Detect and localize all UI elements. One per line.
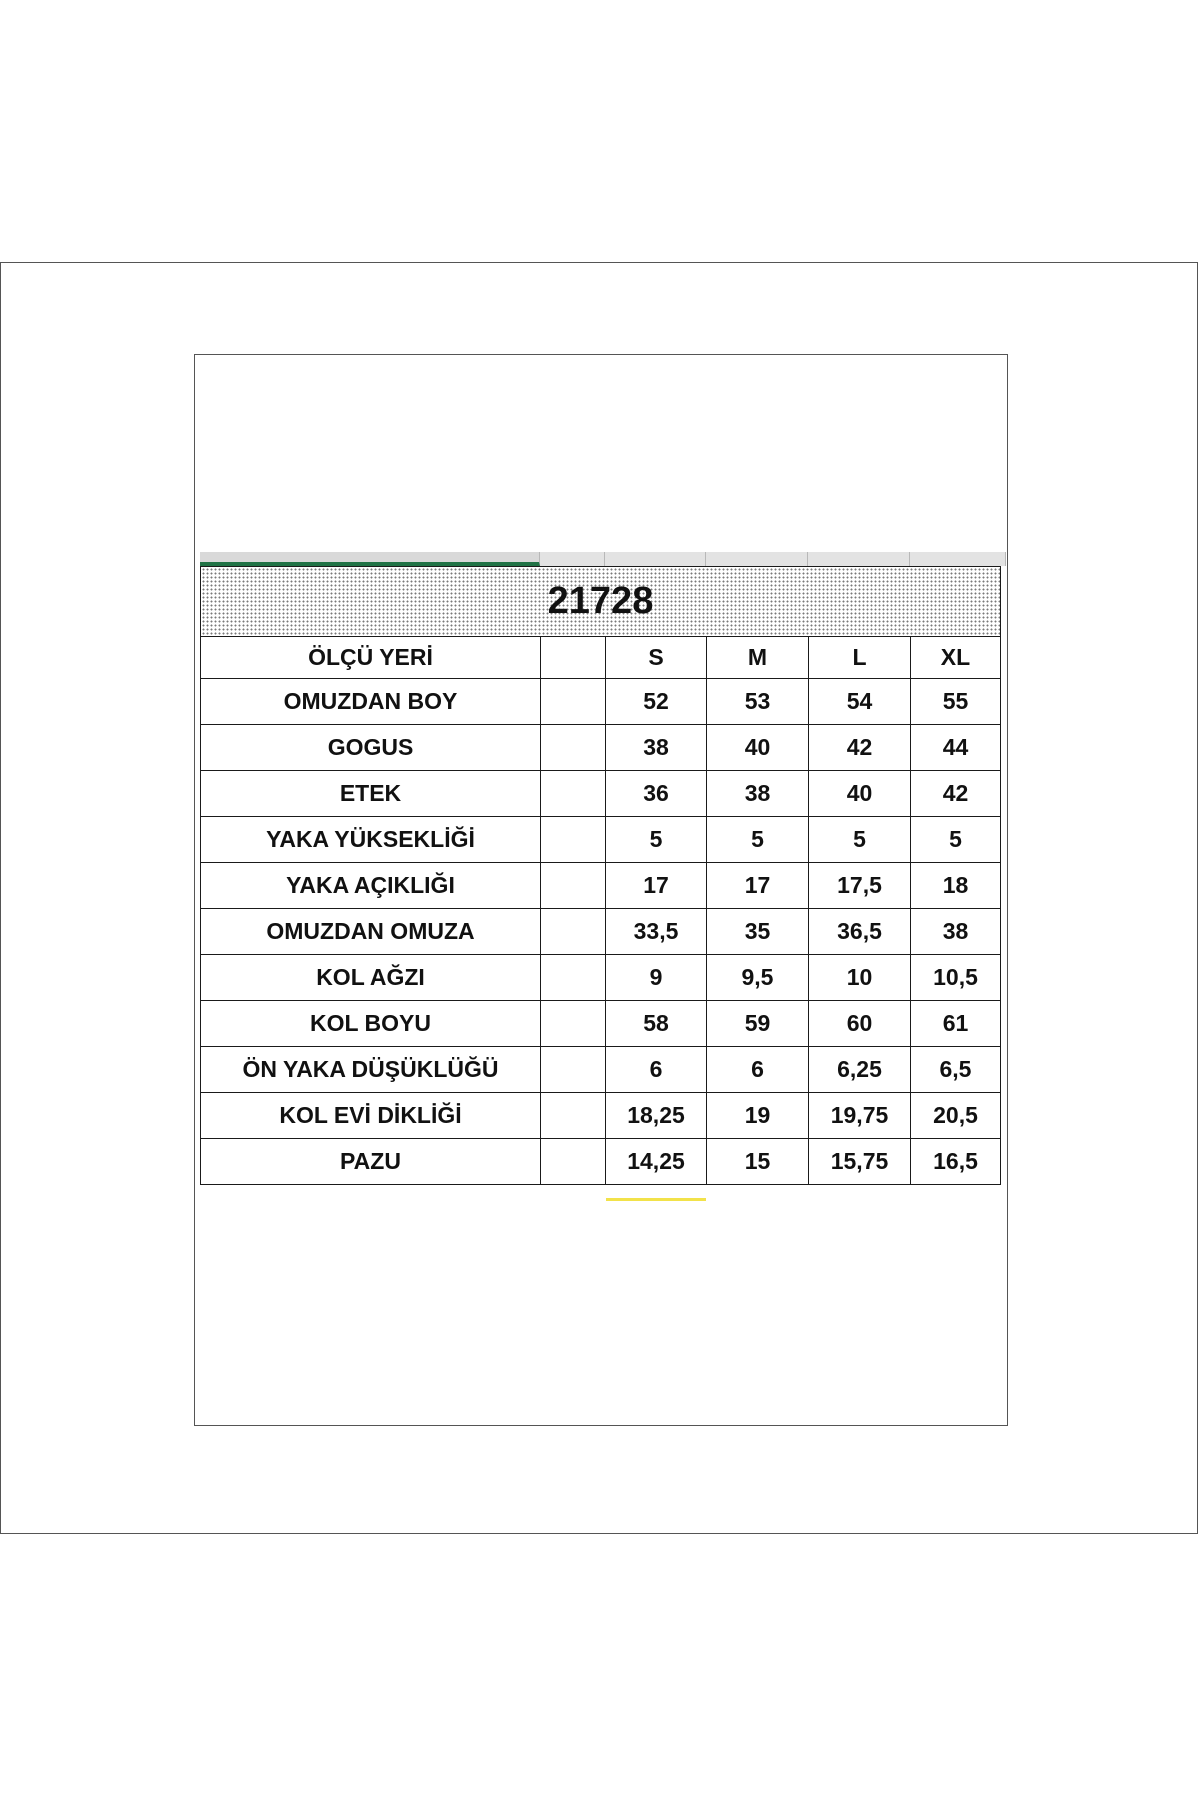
header-label-cell: ÖLÇÜ YERİ xyxy=(201,637,541,679)
measurement-value: 38 xyxy=(606,725,707,771)
measurement-label: ÖN YAKA DÜŞÜKLÜĞÜ xyxy=(201,1047,541,1093)
table-row xyxy=(201,1093,1001,1139)
blank-cell xyxy=(541,863,606,909)
measurement-label: ETEK xyxy=(201,771,541,817)
measurement-label: YAKA AÇIKLIĞI xyxy=(201,863,541,909)
measurement-value: 36 xyxy=(606,771,707,817)
blank-cell xyxy=(541,1001,606,1047)
blank-cell xyxy=(541,1093,606,1139)
measurement-value: 9,5 xyxy=(707,955,809,1001)
header-row xyxy=(201,637,1001,679)
table-row xyxy=(201,1001,1001,1047)
measurement-value: 5 xyxy=(707,817,809,863)
blank-cell xyxy=(541,955,606,1001)
header-size-s: S xyxy=(606,637,707,679)
measurement-value: 14,25 xyxy=(606,1139,707,1185)
measurement-value: 15,75 xyxy=(809,1139,911,1185)
measurement-label: KOL EVİ DİKLİĞİ xyxy=(201,1093,541,1139)
column-header-f[interactable] xyxy=(910,552,1006,566)
cell-highlight-underline xyxy=(606,1198,706,1201)
measurement-value: 36,5 xyxy=(809,909,911,955)
measurement-value: 35 xyxy=(707,909,809,955)
measurement-value: 20,5 xyxy=(911,1093,1001,1139)
measurement-value: 17 xyxy=(606,863,707,909)
model-code-title xyxy=(201,567,1001,637)
measurement-value: 61 xyxy=(911,1001,1001,1047)
blank-cell xyxy=(541,679,606,725)
measurement-value: 19,75 xyxy=(809,1093,911,1139)
measurement-label: PAZU xyxy=(201,1139,541,1185)
table-row xyxy=(201,771,1001,817)
size-chart-table xyxy=(200,566,1001,1185)
header-size-m: M xyxy=(707,637,809,679)
table-row xyxy=(201,1047,1001,1093)
table-row xyxy=(201,1139,1001,1185)
measurement-value: 15 xyxy=(707,1139,809,1185)
column-header-d[interactable] xyxy=(706,552,808,566)
blank-cell xyxy=(541,817,606,863)
measurement-value: 53 xyxy=(707,679,809,725)
measurement-value: 5 xyxy=(606,817,707,863)
measurement-value: 6,25 xyxy=(809,1047,911,1093)
measurement-label: KOL AĞZI xyxy=(201,955,541,1001)
measurement-value: 5 xyxy=(911,817,1001,863)
measurement-value: 10,5 xyxy=(911,955,1001,1001)
measurement-value: 55 xyxy=(911,679,1001,725)
measurement-value: 52 xyxy=(606,679,707,725)
measurement-value: 9 xyxy=(606,955,707,1001)
measurement-value: 40 xyxy=(707,725,809,771)
measurement-value: 16,5 xyxy=(911,1139,1001,1185)
measurement-value: 33,5 xyxy=(606,909,707,955)
header-size-l: L xyxy=(809,637,911,679)
table-row xyxy=(201,955,1001,1001)
column-header-a[interactable] xyxy=(200,552,540,566)
measurement-value: 42 xyxy=(809,725,911,771)
table-row xyxy=(201,863,1001,909)
measurement-value: 6 xyxy=(606,1047,707,1093)
measurement-label: YAKA YÜKSEKLİĞİ xyxy=(201,817,541,863)
blank-cell xyxy=(541,1047,606,1093)
blank-cell xyxy=(541,725,606,771)
measurement-value: 17 xyxy=(707,863,809,909)
table-row xyxy=(201,817,1001,863)
measurement-value: 54 xyxy=(809,679,911,725)
measurement-value: 59 xyxy=(707,1001,809,1047)
column-header-b[interactable] xyxy=(540,552,605,566)
table-row xyxy=(201,909,1001,955)
column-header-e[interactable] xyxy=(808,552,910,566)
measurement-value: 44 xyxy=(911,725,1001,771)
blank-cell xyxy=(541,771,606,817)
measurement-label: GOGUS xyxy=(201,725,541,771)
measurement-value: 17,5 xyxy=(809,863,911,909)
header-size-xl: XL xyxy=(911,637,1001,679)
measurement-value: 19 xyxy=(707,1093,809,1139)
measurement-value: 5 xyxy=(809,817,911,863)
measurement-value: 38 xyxy=(707,771,809,817)
column-header-c[interactable] xyxy=(605,552,706,566)
measurement-value: 18 xyxy=(911,863,1001,909)
spreadsheet-column-headers xyxy=(200,552,1006,566)
measurement-value: 10 xyxy=(809,955,911,1001)
table-row xyxy=(201,725,1001,771)
measurement-value: 18,25 xyxy=(606,1093,707,1139)
blank-cell xyxy=(541,1139,606,1185)
measurement-label: OMUZDAN OMUZA xyxy=(201,909,541,955)
header-blank-cell xyxy=(541,637,606,679)
model-code: 21728 xyxy=(547,580,654,622)
measurement-value: 42 xyxy=(911,771,1001,817)
measurement-value: 6,5 xyxy=(911,1047,1001,1093)
measurement-value: 40 xyxy=(809,771,911,817)
measurement-value: 60 xyxy=(809,1001,911,1047)
measurement-value: 38 xyxy=(911,909,1001,955)
measurement-label: KOL BOYU xyxy=(201,1001,541,1047)
measurement-value: 6 xyxy=(707,1047,809,1093)
measurement-label: OMUZDAN BOY xyxy=(201,679,541,725)
measurement-value: 58 xyxy=(606,1001,707,1047)
table-row xyxy=(201,679,1001,725)
blank-cell xyxy=(541,909,606,955)
